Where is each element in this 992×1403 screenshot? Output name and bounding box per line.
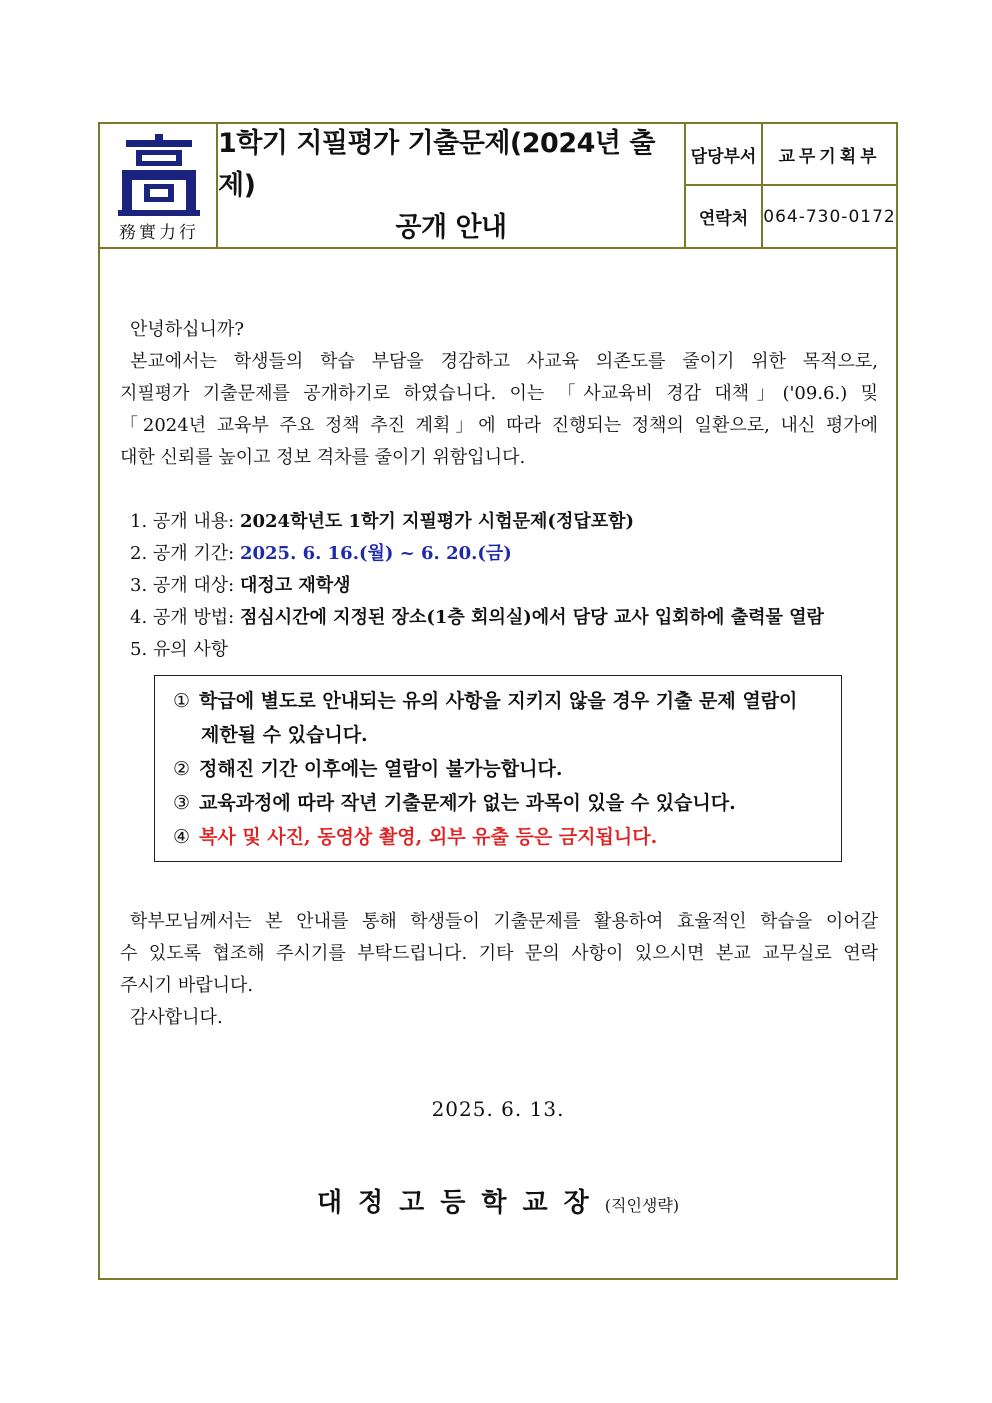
intro-line: 본교에서는 학생들의 학습 부담을 경감하고 사교육 의존도를 줄이기 위한 목적으로, (130, 351, 878, 372)
thanks: 감사합니다. (130, 1007, 223, 1028)
item-value-period: 2025. 6. 16.(월) ~ 6. 20.(금) (239, 543, 512, 564)
principal-signature: 대정고등학교장 (316, 1188, 605, 1218)
list-item (130, 506, 824, 538)
greeting: 안녕하십니까? (130, 319, 244, 340)
notice-item (173, 752, 823, 786)
list-item (130, 634, 824, 666)
notice-text-warning: 복사 및 사진, 동영상 촬영, 외부 유출 등은 금지됩니다. (199, 826, 658, 848)
intro-section (120, 314, 878, 474)
item-label: 1. 공개 내용: (130, 511, 240, 532)
item-label: 4. 공개 방법: (130, 607, 240, 628)
list-item (130, 602, 824, 634)
school-emblem-icon (100, 124, 218, 220)
notice-number: ③ (173, 792, 191, 814)
document-title-line2: 공개 안내 (395, 211, 507, 243)
notice-item (173, 820, 823, 854)
closing-line: 학부모님께서는 본 안내를 통해 학생들이 기출문제를 활용하여 효율적인 학습을 이어갈 (130, 911, 878, 932)
dept-label: 담당부서 (686, 124, 763, 186)
title-block (218, 124, 686, 247)
notice-number: ④ (173, 826, 191, 848)
notice-item-cont (173, 718, 823, 752)
notice-text: 정해진 기간 이후에는 열람이 불가능합니다. (199, 758, 563, 780)
document-frame (98, 122, 898, 1280)
list-item (130, 570, 824, 602)
item-value: 대정고 재학생 (239, 575, 351, 596)
notice-text: 교육과정에 따라 작년 기출문제가 없는 과목이 있을 수 있습니다. (199, 792, 736, 814)
contact-label: 연락처 (686, 186, 763, 247)
info-list (130, 506, 824, 666)
notice-text: 학급에 별도로 안내되는 유의 사항을 지키지 않을 경우 기출 문제 열람이 (199, 690, 798, 712)
intro-line: 지필평가 기출문제를 공개하기로 하였습니다. 이는 「사교육비 경감 대책」('09.6.) 및 (120, 383, 878, 404)
item-label: 5. 유의 사항 (130, 639, 229, 660)
intro-line: 「2024년 교육부 주요 정책 추진 계획」에 따라 진행되는 정책의 일환으로, 내신 평가에 (120, 415, 878, 436)
document-title-line1: 1학기 지필평가 기출문제(2024년 출제) (218, 127, 655, 201)
notice-item (173, 684, 823, 718)
dept-value: 교무기획부 (763, 124, 896, 186)
school-motto: 務實力行 (119, 223, 199, 243)
notice-item (173, 786, 823, 820)
seal-omitted-note: (직인생략) (604, 1196, 680, 1215)
issue-date: 2025. 6. 13. (431, 1097, 565, 1121)
item-label: 3. 공개 대상: (130, 575, 240, 596)
closing-section (120, 906, 878, 1034)
notice-number: ② (173, 758, 191, 780)
closing-line: 수 있도록 협조해 주시기를 부탁드립니다. 기타 문의 사항이 있으시면 본교 교무실로 연락 (120, 943, 878, 964)
notice-number: ① (173, 690, 191, 712)
intro-line: 대한 신뢰를 높이고 정보 격차를 줄이기 위함입니다. (120, 447, 526, 468)
notice-box (154, 675, 842, 862)
closing-line: 주시기 바랍니다. (120, 975, 254, 996)
header-table (100, 124, 896, 249)
item-value: 2024학년도 1학기 지필평가 시험문제(정답포함) (239, 511, 635, 532)
notice-text: 제한될 수 있습니다. (201, 724, 368, 746)
item-label: 2. 공개 기간: (130, 543, 240, 564)
contact-value: 064-730-0172 (763, 206, 896, 227)
signature-block (100, 1182, 896, 1219)
list-item (130, 538, 824, 570)
item-value: 점심시간에 지정된 장소(1층 회의실)에서 담당 교사 입회하에 출력물 열람 (239, 607, 824, 628)
school-logo (100, 124, 218, 247)
